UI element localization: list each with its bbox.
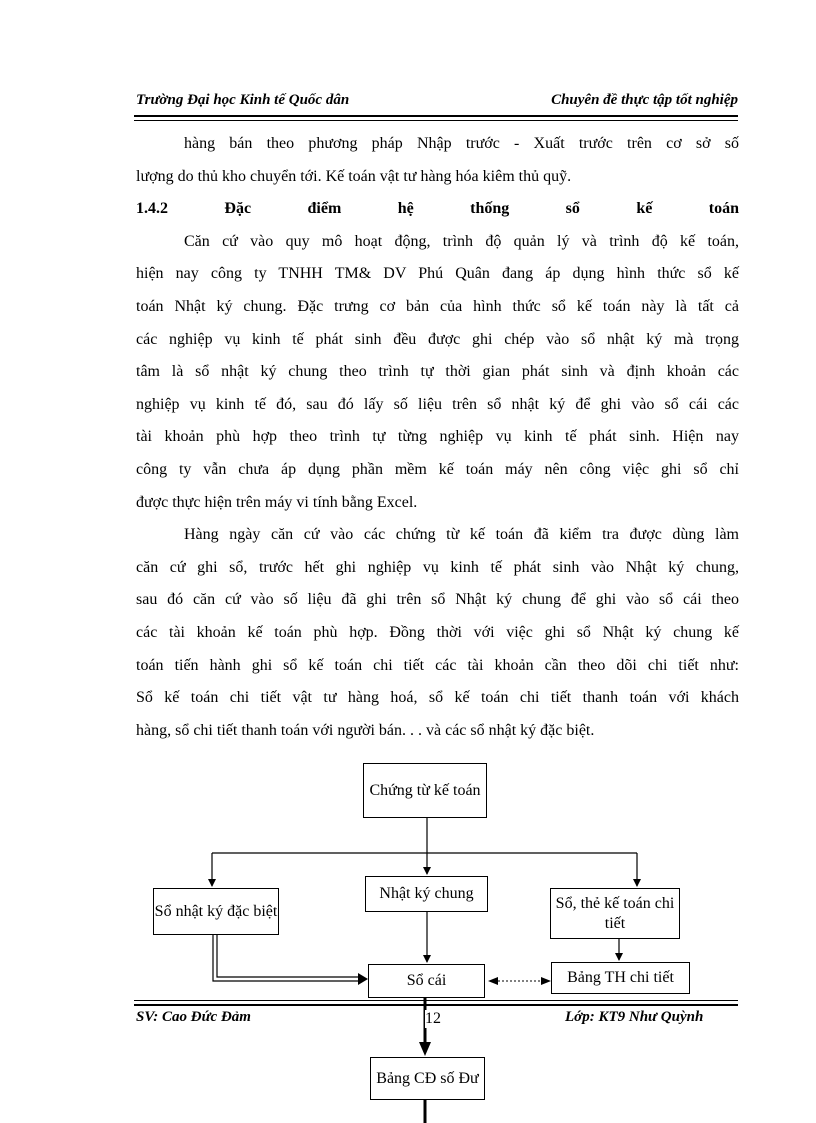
header-title: Chuyên đề thực tập tốt nghiệp xyxy=(551,92,738,108)
box-so-nhat-ky-dac-biet: Sổ nhật ký đặc biệt xyxy=(153,888,279,935)
paragraph-line: hàng bán theo phương pháp Nhập trước - Xuất trước trên cơ sở số xyxy=(184,135,739,152)
paragraph-line: lượng do thủ kho chuyển tới. Kế toán vật tư hàng hóa kiêm thủ quỹ. xyxy=(136,167,572,185)
footer-student: SV: Cao Đức Đảm xyxy=(136,1009,251,1025)
paragraph-line: Căn cứ vào quy mô hoạt động, trình độ quản lý và trình độ kế toán, xyxy=(184,232,739,250)
header-school: Trường Đại học Kinh tế Quốc dân xyxy=(136,92,350,108)
paragraph-line: Hàng ngày căn cứ vào các chứng từ kế toán đã kiểm tra được dùng làm xyxy=(184,526,739,544)
paragraph-line: tâm là sổ nhật ký chung theo trình tự thời gian phát sinh và định khoản các xyxy=(136,363,739,381)
box-bang-cd: Bảng CĐ số Đư xyxy=(370,1057,485,1100)
footer-rule-thin xyxy=(134,1000,738,1001)
box-so-the-chi-tiet: Sổ, thẻ kế toán chi tiết xyxy=(550,888,680,939)
section-heading: 1.4.2 Đặc điểm hệ thống sổ kế toán xyxy=(136,200,739,218)
paragraph-line: nghiệp vụ kinh tế đó, sau đó lấy số liệu trên sổ nhật ký để ghi vào sổ cái các xyxy=(136,395,739,413)
paragraph-line: công ty vẫn chưa áp dụng phần mềm kế toán máy nên công việc ghi sổ chỉ xyxy=(136,460,739,478)
page-number: 12 xyxy=(425,1010,441,1027)
paragraph-line: các nghiệp vụ kinh tế phát sinh đều được ghi chép vào sổ nhật ký mà trọng xyxy=(136,330,739,348)
paragraph-line: tài khoản phù hợp theo trình tự từng nghiệp vụ kinh tế phát sinh. Hiện nay xyxy=(136,428,739,446)
paragraph-line: toán tiến hành ghi sổ kế toán chi tiết các tài khoản cần theo dõi chi tiết như: xyxy=(136,656,739,674)
box-bang-th-chi-tiet: Bảng TH chi tiết xyxy=(551,962,690,994)
footer-class: Lớp: KT9 Như Quỳnh xyxy=(565,1009,704,1025)
arrow-nkdb-socai xyxy=(213,935,360,981)
paragraph-line: căn cứ ghi sổ, trước hết ghi nghiệp vụ kinh tế phát sinh vào Nhật ký chung, xyxy=(136,558,739,576)
paragraph-line: Sổ kế toán chi tiết vật tư hàng hoá, sổ kế toán chi tiết thanh toán với khách xyxy=(136,689,739,707)
paragraph-line: được thực hiện trên máy vi tính bằng Excel. xyxy=(136,493,418,511)
paragraph-line: các tài khoản kế toán phù hợp. Đồng thời với việc ghi sổ Nhật ký chung kế xyxy=(136,623,739,641)
paragraph-line: hiện nay công ty TNHH TM& DV Phú Quân đang áp dụng hình thức sổ kế xyxy=(136,265,739,283)
paragraph-line: toán Nhật ký chung. Đặc trưng cơ bản của hình thức sổ kế toán này là tất cả xyxy=(136,297,739,315)
footer-rule xyxy=(134,1004,738,1006)
box-so-cai: Sổ cái xyxy=(368,964,485,998)
paragraph-line: hàng, sổ chi tiết thanh toán với người bán. . . và các sổ nhật ký đặc biệt. xyxy=(136,721,595,739)
box-chung-tu: Chứng từ kế toán xyxy=(363,763,487,818)
paragraph-line: sau đó căn cứ vào số liệu đã ghi trên sổ Nhật ký chung để ghi vào sổ cái theo xyxy=(136,591,739,609)
box-nhat-ky-chung: Nhật ký chung xyxy=(365,876,488,912)
